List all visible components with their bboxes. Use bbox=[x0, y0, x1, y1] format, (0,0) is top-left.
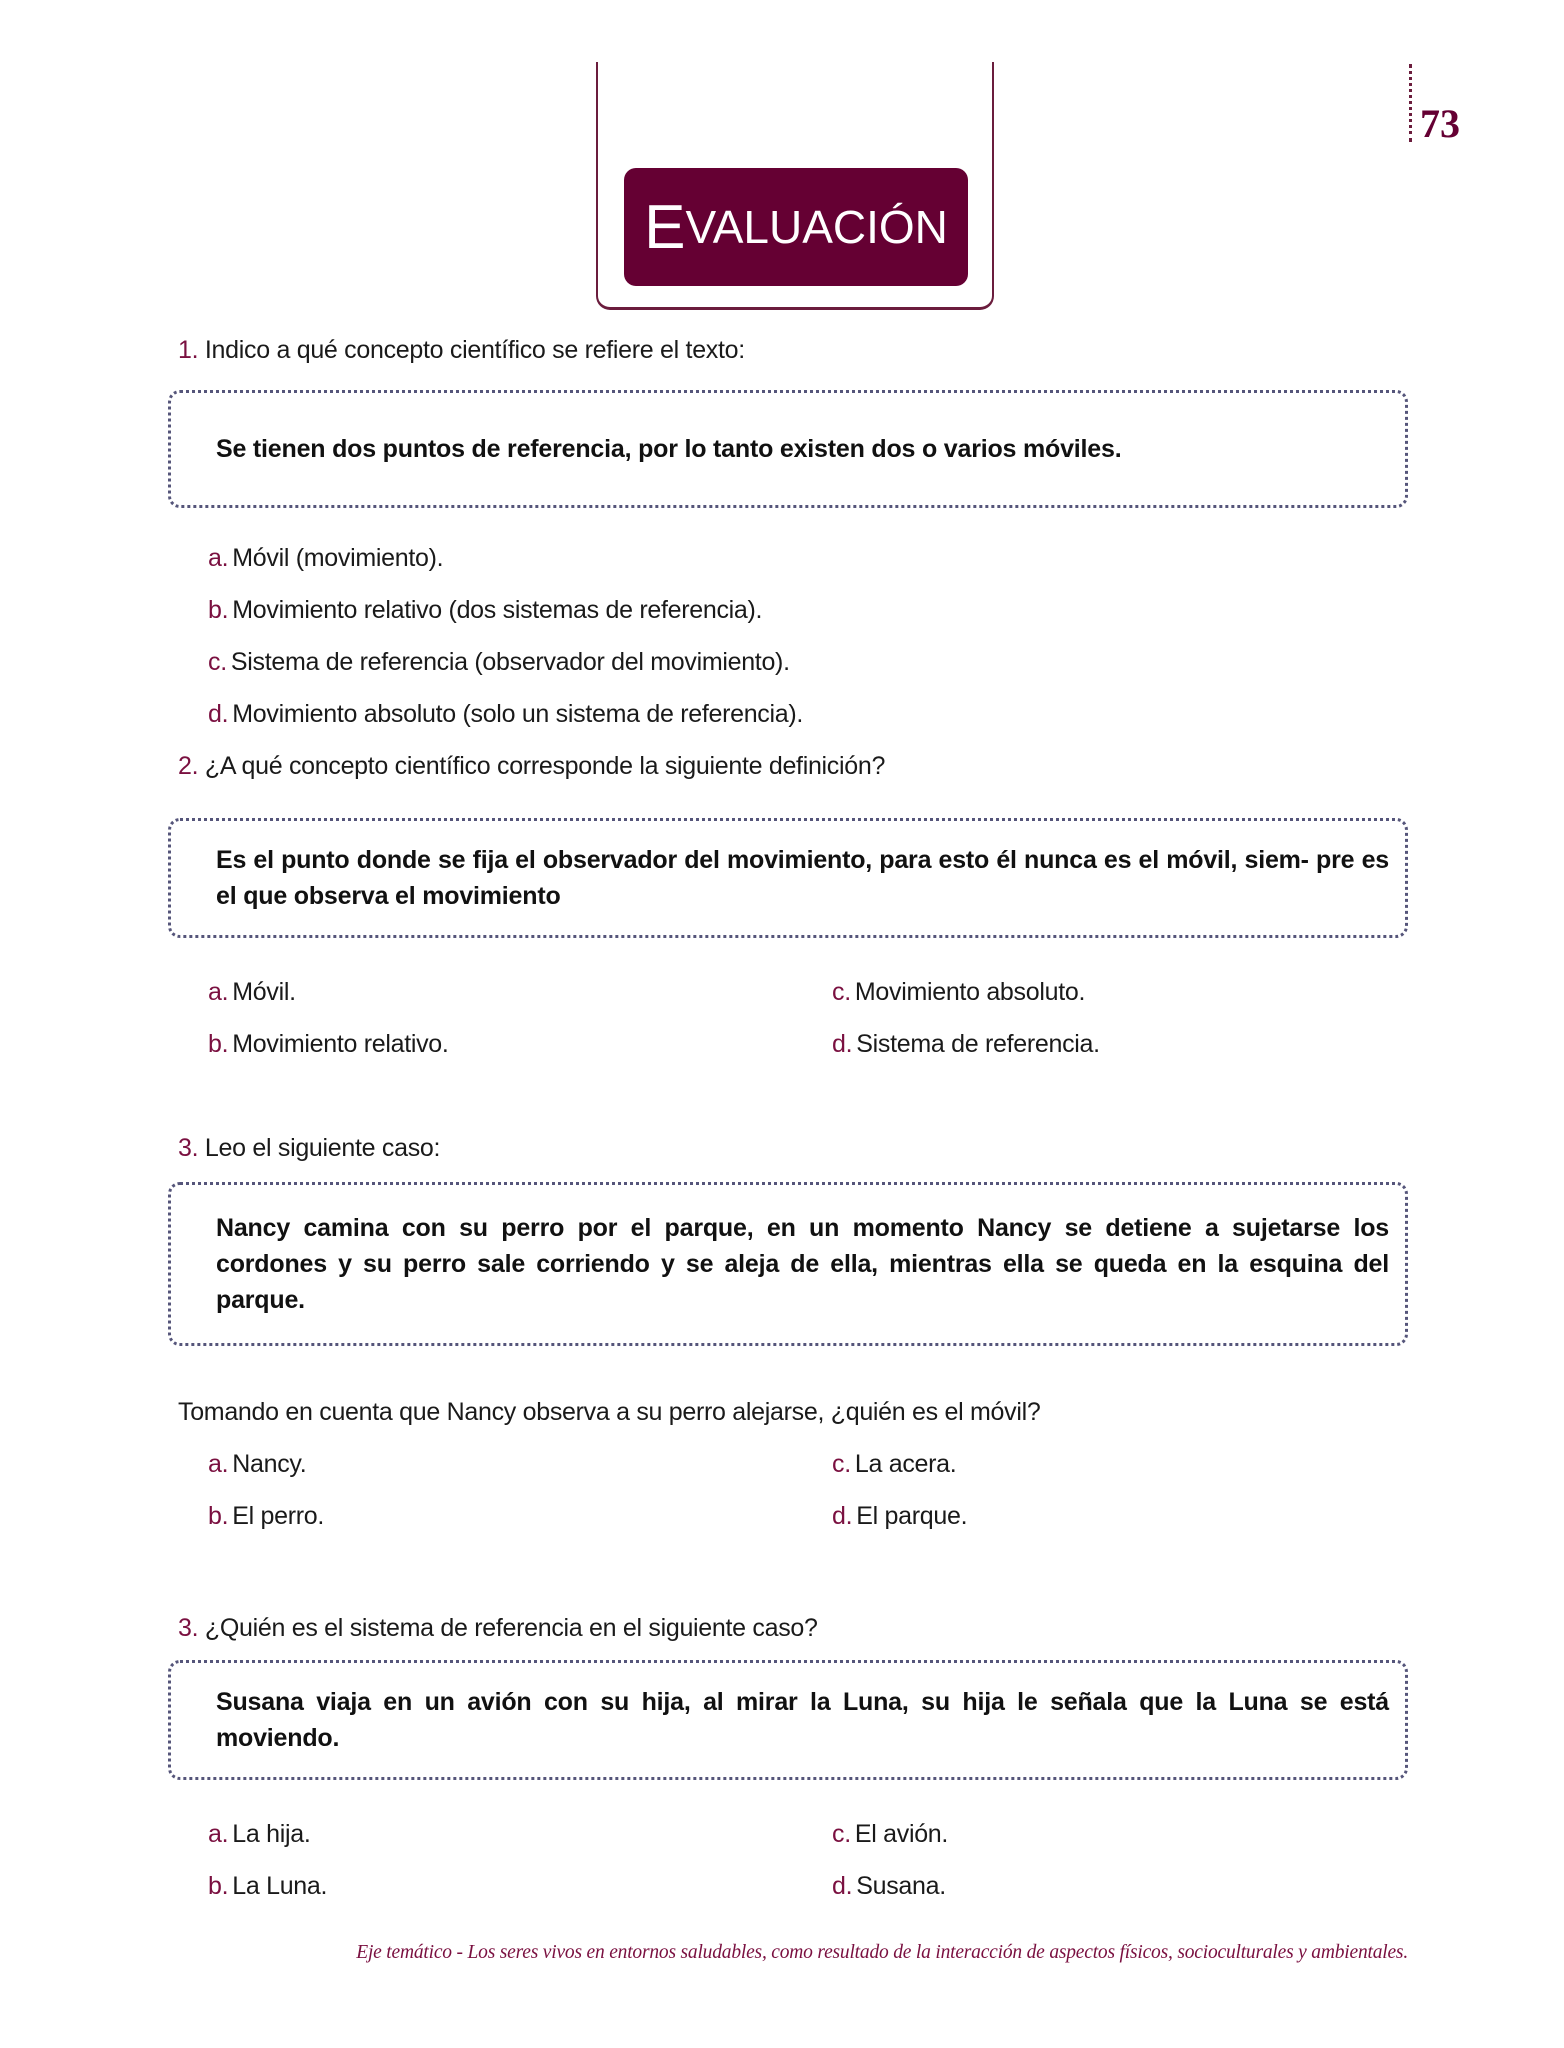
question-1-option-a[interactable] bbox=[208, 544, 443, 573]
page-number-divider bbox=[1409, 64, 1412, 142]
option-letter: a. bbox=[208, 544, 229, 572]
question-4-prompt bbox=[178, 1614, 818, 1643]
option-letter: d. bbox=[832, 1872, 853, 1900]
question-3-option-c[interactable] bbox=[832, 1450, 956, 1479]
option-text: Sistema de referencia. bbox=[856, 1030, 1100, 1058]
question-1-box-text: Se tienen dos puntos de referencia, por lo tanto existen dos o varios móviles. bbox=[216, 435, 1122, 463]
option-text: El perro. bbox=[232, 1502, 325, 1530]
option-letter: b. bbox=[208, 1030, 229, 1058]
option-text: La acera. bbox=[854, 1450, 957, 1478]
footer-thematic-axis: Eje temático - Los seres vivos en entornos saludables, como resultado de la interacción de aspectos físicos, socioculturales y ambientales. bbox=[356, 1942, 1408, 1963]
question-2-prompt bbox=[178, 752, 885, 781]
question-3-text-box bbox=[168, 1182, 1408, 1346]
option-text: Movimiento relativo (dos sistemas de referencia). bbox=[232, 596, 763, 624]
question-2-text-box bbox=[168, 818, 1408, 938]
option-text: Movimiento relativo. bbox=[232, 1030, 449, 1058]
question-4-option-b[interactable] bbox=[208, 1872, 327, 1901]
question-2-option-d[interactable] bbox=[832, 1030, 1100, 1059]
question-text: Indico a qué concepto científico se refiere el texto: bbox=[204, 336, 745, 364]
option-letter: b. bbox=[208, 1872, 229, 1900]
section-title-initial: E bbox=[644, 192, 686, 262]
question-4-text-box bbox=[168, 1660, 1408, 1780]
option-text: Nancy. bbox=[232, 1450, 307, 1478]
question-1-text-box bbox=[168, 390, 1408, 508]
option-letter: d. bbox=[208, 700, 229, 728]
option-letter: c. bbox=[832, 978, 851, 1006]
question-2-option-a[interactable] bbox=[208, 978, 296, 1007]
question-1-option-c[interactable] bbox=[208, 648, 790, 677]
question-2-option-b[interactable] bbox=[208, 1030, 449, 1059]
question-3-follow-up: Tomando en cuenta que Nancy observa a su perro alejarse, ¿quién es el móvil? bbox=[178, 1398, 1041, 1426]
question-text: Leo el siguiente caso: bbox=[204, 1134, 441, 1162]
option-letter: c. bbox=[208, 648, 227, 676]
option-text: Móvil. bbox=[232, 978, 296, 1006]
section-title-rest: VALUACIÓN bbox=[685, 201, 948, 253]
question-2-box-text: Es el punto donde se fija el observador del movimiento, para esto él nunca es el móvil, siem- pre es el que observa el movimiento bbox=[216, 846, 1389, 910]
page-number: 73 bbox=[1420, 101, 1460, 146]
option-letter: c. bbox=[832, 1450, 851, 1478]
question-3-option-a[interactable] bbox=[208, 1450, 306, 1479]
question-1-option-d[interactable] bbox=[208, 700, 803, 729]
question-4-option-a[interactable] bbox=[208, 1820, 310, 1849]
option-letter: c. bbox=[832, 1820, 851, 1848]
option-text: Susana. bbox=[856, 1872, 946, 1900]
option-text: El avión. bbox=[854, 1820, 949, 1848]
option-text: Movimiento absoluto (solo un sistema de referencia). bbox=[232, 700, 804, 728]
option-letter: a. bbox=[208, 1450, 229, 1478]
option-text: La hija. bbox=[232, 1820, 311, 1848]
option-text: El parque. bbox=[856, 1502, 968, 1530]
option-text: Sistema de referencia (observador del movimiento). bbox=[230, 648, 790, 676]
question-number: 3. bbox=[178, 1614, 199, 1642]
question-3-box-text: Nancy camina con su perro por el parque, en un momento Nancy se detiene a sujetarse los cordones y su perro sale corriendo y se aleja de ella, mientras ella se queda en la esquina del parque. bbox=[216, 1214, 1389, 1314]
question-number: 3. bbox=[178, 1134, 199, 1162]
option-text: Móvil (movimiento). bbox=[232, 544, 444, 572]
question-2-option-c[interactable] bbox=[832, 978, 1085, 1007]
question-1-prompt bbox=[178, 336, 745, 365]
option-letter: a. bbox=[208, 1820, 229, 1848]
question-4-box-text: Susana viaja en un avión con su hija, al mirar la Luna, su hija le señala que la Luna se está moviendo. bbox=[216, 1688, 1389, 1752]
question-3-option-b[interactable] bbox=[208, 1502, 324, 1531]
option-letter: b. bbox=[208, 1502, 229, 1530]
option-text: La Luna. bbox=[232, 1872, 328, 1900]
section-title bbox=[624, 168, 968, 286]
question-number: 1. bbox=[178, 336, 199, 364]
option-text: Movimiento absoluto. bbox=[854, 978, 1086, 1006]
option-letter: d. bbox=[832, 1030, 853, 1058]
question-3-option-d[interactable] bbox=[832, 1502, 967, 1531]
question-1-option-b[interactable] bbox=[208, 596, 762, 625]
option-letter: a. bbox=[208, 978, 229, 1006]
question-3-prompt bbox=[178, 1134, 440, 1163]
question-4-option-d[interactable] bbox=[832, 1872, 946, 1901]
question-text: ¿Quién es el sistema de referencia en el siguiente caso? bbox=[204, 1614, 818, 1642]
option-letter: d. bbox=[832, 1502, 853, 1530]
question-4-option-c[interactable] bbox=[832, 1820, 948, 1849]
option-letter: b. bbox=[208, 596, 229, 624]
question-number: 2. bbox=[178, 752, 199, 780]
question-text: ¿A qué concepto científico corresponde la siguiente definición? bbox=[204, 752, 886, 780]
